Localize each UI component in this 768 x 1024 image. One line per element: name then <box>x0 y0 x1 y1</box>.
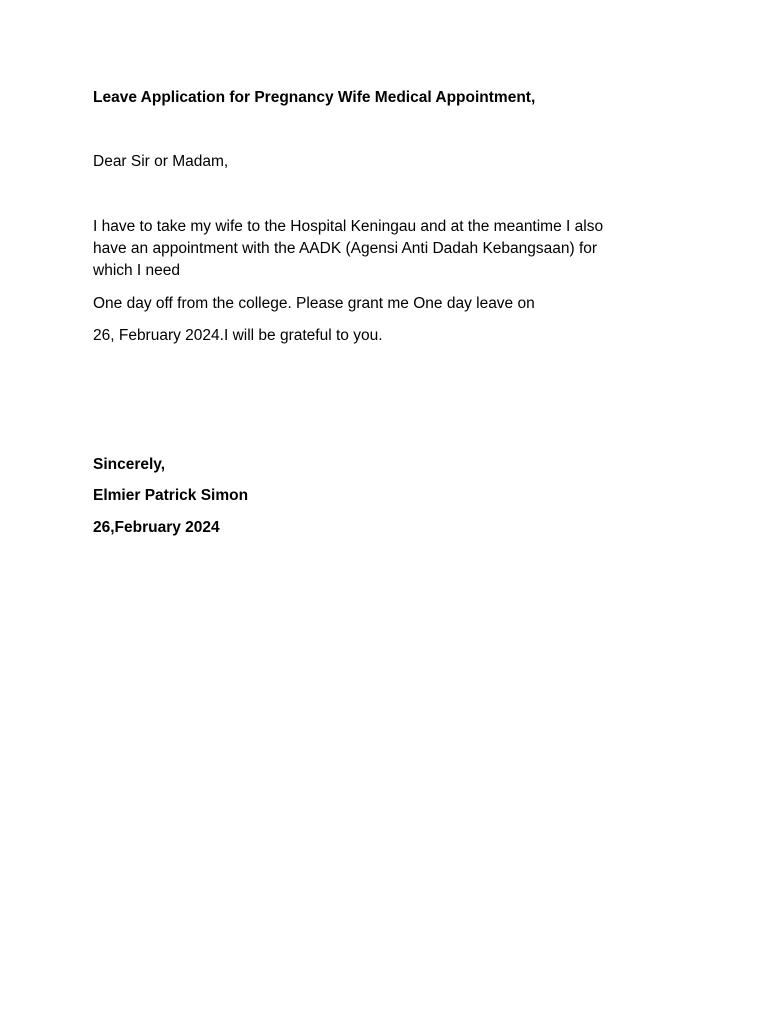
letter-body-line-2: have an appointment with the AADK (Agensi Anti Dadah Kebangsaan) for <box>93 240 598 257</box>
letter-body-line-5: 26, February 2024.I will be grateful to you. <box>93 327 383 344</box>
letter-closing: Sincerely, <box>93 456 166 473</box>
letter-subject: Leave Application for Pregnancy Wife Medical Appointment, <box>93 89 536 106</box>
signature-name: Elmier Patrick Simon <box>93 487 249 504</box>
letter-body-line-4: One day off from the college. Please grant me One day leave on <box>93 295 535 312</box>
letter-body-line-1: I have to take my wife to the Hospital Keningau and at the meantime I also <box>93 218 604 235</box>
letter-body-line-3: which I need <box>93 262 181 279</box>
letter-salutation: Dear Sir or Madam, <box>93 153 229 170</box>
signature-date: 26,February 2024 <box>93 519 220 536</box>
